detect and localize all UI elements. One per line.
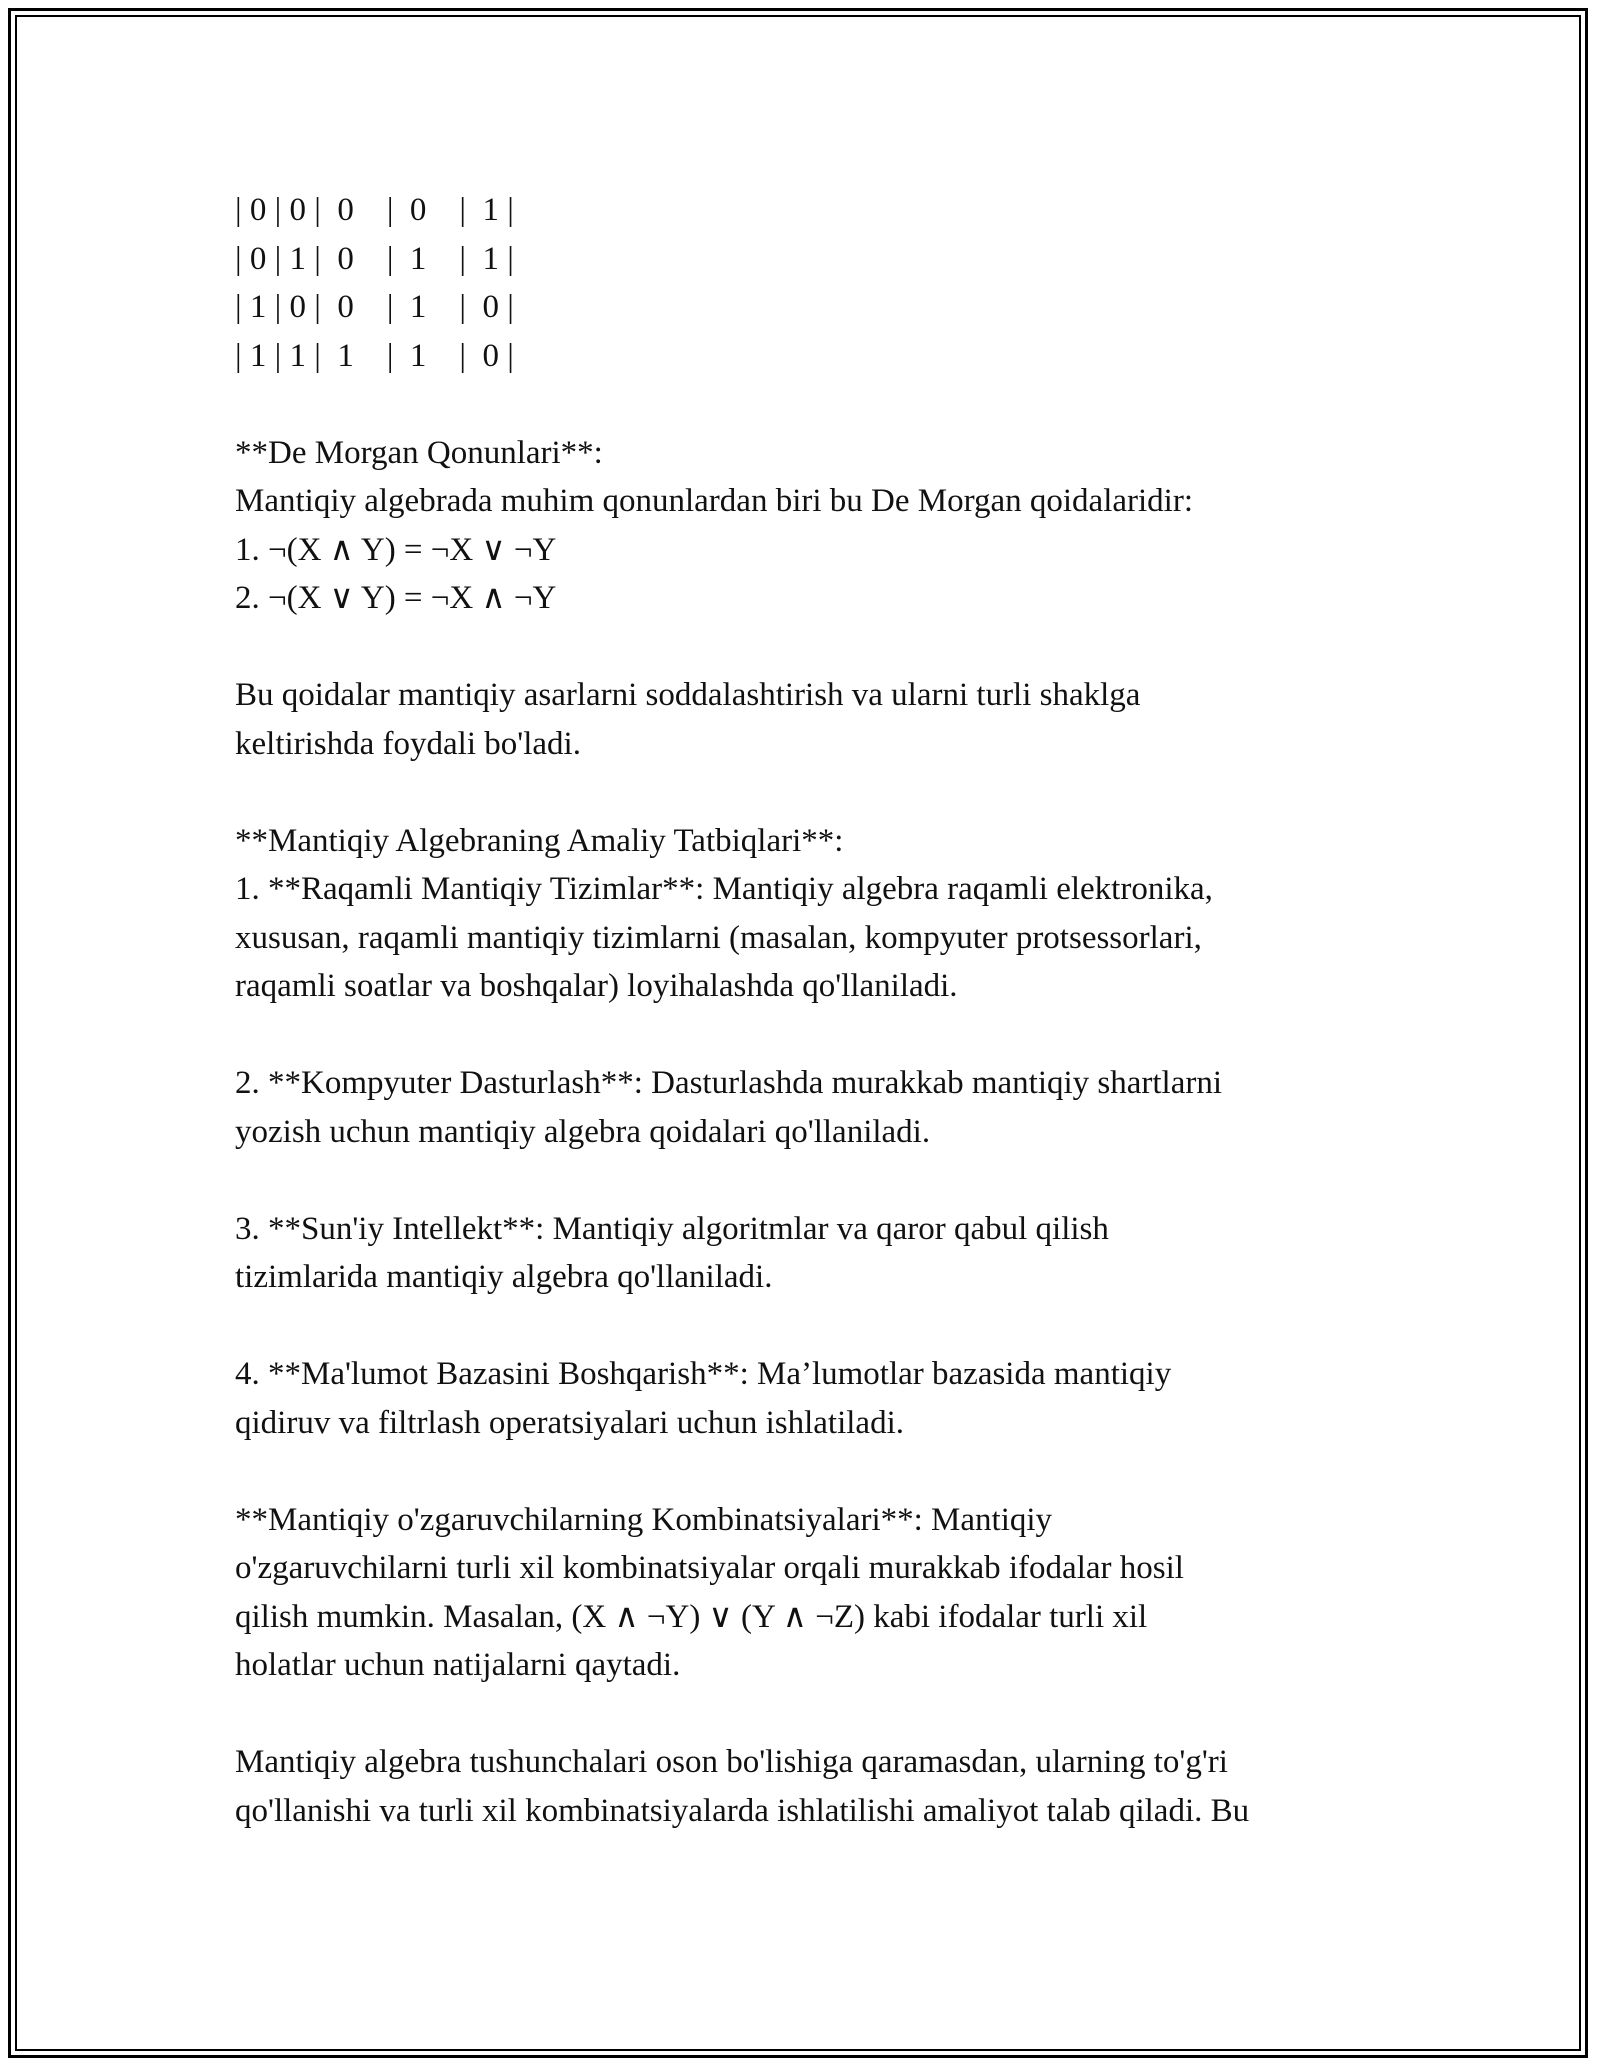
truth-table-row: | 1 | 1 | 1 | 1 | 0 | xyxy=(235,337,514,374)
spacer xyxy=(235,768,1375,817)
truth-table xyxy=(235,186,1375,380)
de-morgan-section xyxy=(235,429,1375,623)
de-morgan-intro: Mantiqiy algebrada muhim qonunlardan biri bu De Morgan qoidalaridir: xyxy=(235,483,1193,519)
applications-heading: **Mantiqiy Algebraning Amaliy Tatbiqlari**: xyxy=(235,822,844,859)
truth-table-row: | 1 | 0 | 0 | 1 | 0 | xyxy=(235,289,514,325)
document-body xyxy=(235,186,1375,1835)
spacer xyxy=(235,1690,1375,1739)
application-item-4-line: qidiruv va filtrlash operatsiyalari uchun ishlatiladi. xyxy=(235,1404,904,1441)
spacer xyxy=(235,623,1375,672)
application-item-1-line: xususan, raqamli mantiqiy tizimlarni (masalan, kompyuter protsessorlari, xyxy=(235,919,1202,956)
paragraph-line: qo'llanishi va turli xil kombinatsiyalarda ishlatilishi amaliyot talab qiladi. Bu xyxy=(235,1792,1250,1829)
de-morgan-rule-1: 1. ¬(X ∧ Y) = ¬X ∨ ¬Y xyxy=(235,531,557,568)
simplify-paragraph xyxy=(235,671,1375,768)
de-morgan-heading: **De Morgan Qonunlari**: xyxy=(235,434,603,471)
spacer xyxy=(235,1156,1375,1205)
paragraph-line: Bu qoidalar mantiqiy asarlarni soddalashtirish va ularni turli shaklga xyxy=(235,677,1141,713)
application-item-2-line: 2. **Kompyuter Dasturlash**: Dasturlashda murakkab mantiqiy shartlarni xyxy=(235,1065,1223,1101)
paragraph-line: o'zgaruvchilarni turli xil kombinatsiyalar orqali murakkab ifodalar hosil xyxy=(235,1550,1184,1586)
de-morgan-rule-2: 2. ¬(X ∨ Y) = ¬X ∧ ¬Y xyxy=(235,580,557,616)
paragraph-line: **Mantiqiy o'zgaruvchilarning Kombinatsiyalari**: Mantiqiy xyxy=(235,1501,1053,1538)
spacer xyxy=(235,380,1375,429)
application-item-4-line: 4. **Ma'lumot Bazasini Boshqarish**: Ma’lumotlar bazasida mantiqiy xyxy=(235,1356,1172,1392)
paragraph-line: qilish mumkin. Masalan, (X ∧ ¬Y) ∨ (Y ∧ ¬Z) kabi ifodalar turli xil xyxy=(235,1598,1148,1635)
applications-section xyxy=(235,817,1375,1448)
closing-paragraph xyxy=(235,1738,1375,1835)
spacer xyxy=(235,1011,1375,1060)
application-item-3-line: 3. **Sun'iy Intellekt**: Mantiqiy algoritmlar va qaror qabul qilish xyxy=(235,1210,1109,1247)
spacer xyxy=(235,1302,1375,1351)
application-item-1-line: 1. **Raqamli Mantiqiy Tizimlar**: Mantiqiy algebra raqamli elektronika, xyxy=(235,871,1213,907)
paragraph-line: Mantiqiy algebra tushunchalari oson bo'lishiga qaramasdan, ularning to'g'ri xyxy=(235,1744,1228,1780)
application-item-1-line: raqamli soatlar va boshqalar) loyihalashda qo'llaniladi. xyxy=(235,968,958,1004)
spacer xyxy=(235,1447,1375,1496)
combinations-paragraph xyxy=(235,1496,1375,1690)
truth-table-row: | 0 | 0 | 0 | 0 | 1 | xyxy=(235,192,514,228)
paragraph-line: holatlar uchun natijalarni qaytadi. xyxy=(235,1647,681,1683)
application-item-3-line: tizimlarida mantiqiy algebra qo'llaniladi. xyxy=(235,1259,773,1295)
application-item-2-line: yozish uchun mantiqiy algebra qoidalari qo'llaniladi. xyxy=(235,1113,931,1150)
truth-table-row: | 0 | 1 | 0 | 1 | 1 | xyxy=(235,240,514,277)
paragraph-line: keltirishda foydali bo'ladi. xyxy=(235,725,581,762)
